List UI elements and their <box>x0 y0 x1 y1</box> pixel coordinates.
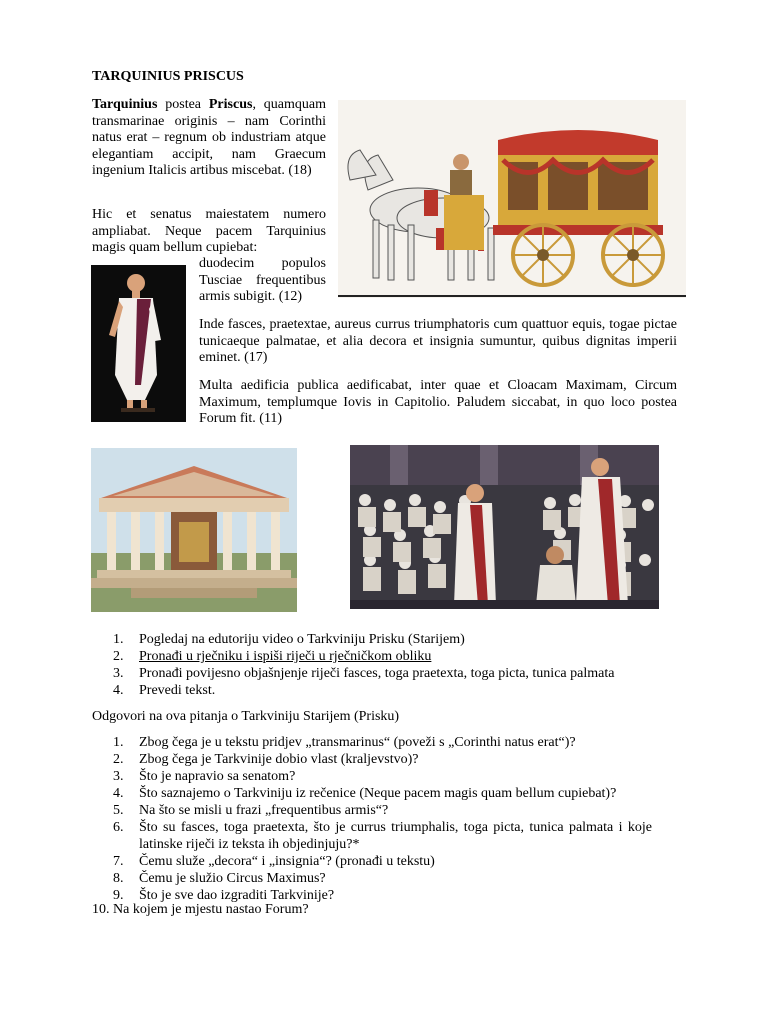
task-link[interactable]: Pronađi u rječniku i ispiši riječi u rječničkom obliku <box>139 649 432 664</box>
question-item: 4. Što saznajemo o Tarkviniju iz rečenice (Neque pacem magis quam bellum cupiebat)? <box>113 786 617 801</box>
paragraph-2-part-a: Hic et senatus maiestatem numero ampliabat. Neque pacem Tarquinius magis quam bellum cupiebat: <box>92 207 326 255</box>
task-item: 4. Prevedi tekst. <box>113 683 216 698</box>
task-item: 1. Pogledaj na edutoriju video o Tarkviniju Prisku (Starijem) <box>113 632 465 647</box>
question-item: 7. Čemu služe „decora“ i „insignia“? (pronađi u tekstu) <box>113 854 435 869</box>
questions-list <box>92 734 652 904</box>
question-item: 9. Što je sve dao izgraditi Tarkvinije? <box>113 888 335 903</box>
name-priscus: Priscus <box>208 97 253 112</box>
question-item: 5. Na što se misli u frazi „frequentibus armis“? <box>113 803 389 818</box>
name-tarquinius: Tarquinius <box>92 97 158 112</box>
paragraph-1: Tarquinius postea Priscus, quamquam transmarinae originis – nam Corinthi natus erat – regnum ob industriam atque elegantiam accipit, nam Graecum ingenium Italicis artibus miscebat. (18) <box>92 97 326 178</box>
question-item: 1. Zbog čega je u tekstu pridjev „transmarinus“ (poveži s „Corinthi natus erat“)? <box>113 735 576 750</box>
task-item: 3. Pronađi povijesno objašnjenje riječi fasces, toga praetexta, toga picta, tunica palmata <box>113 666 615 681</box>
task-list <box>92 631 692 699</box>
question-item: 8. Čemu je služio Circus Maximus? <box>113 871 326 886</box>
chariot-illustration <box>338 100 686 298</box>
question-item: 3. Što je napravio sa senatom? <box>113 769 296 784</box>
question-item: 2. Zbog čega je Tarkvinije dobio vlast (kraljevstvo)? <box>113 752 419 767</box>
paragraph-4: Multa aedificia publica aedificabat, inter quae et Cloacam Maximam, Circum Maximum, templumque Iovis in Capitolio. Paludem siccabat, in quo loco postea Forum fit. (11) <box>199 378 677 426</box>
task-item: 2. Pronađi u rječniku i ispiši riječi u rječničkom obliku <box>113 649 432 664</box>
question-item: 6. Što su fasces, toga praetexta, što je currus triumphalis, toga picta, tunica palmata i koje latinske riječi iz teksta ih objedinjuju?* <box>113 820 652 852</box>
toga-statue-photo <box>91 265 186 422</box>
questions-intro: Odgovori na ova pitanja o Tarkviniju Starijem (Prisku) <box>92 709 400 724</box>
paragraph-2-part-b: duodecim populos Tusciae frequentibus armis subigit. (12) <box>199 256 326 304</box>
question-item: 10. Na kojem je mjestu nastao Forum? <box>92 902 309 917</box>
document-title: TARQUINIUS PRISCUS <box>92 69 244 84</box>
temple-illustration <box>91 448 297 612</box>
senate-illustration <box>350 445 659 609</box>
paragraph-3: Inde fasces, praetextae, aureus currus triumphatoris cum quattuor equis, togae pictae tunicaeque palmatae, et alia decora et insignia sumuntur, quibus dignitas imperii eminet. (17) <box>199 317 677 365</box>
